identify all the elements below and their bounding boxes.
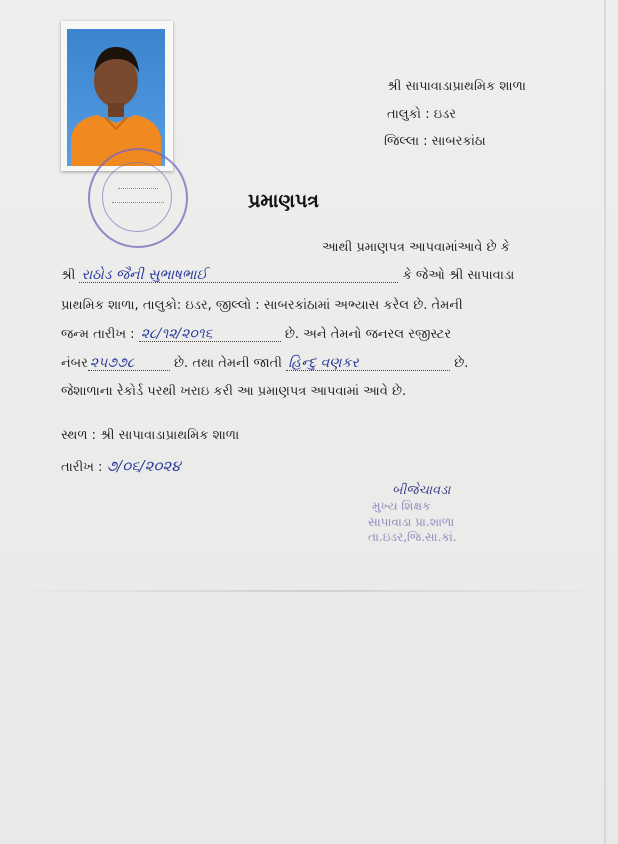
- school-seal-stamp: [88, 148, 188, 248]
- school-name-header: શ્રી સાપાવાડાપ્રાથમિક શાળા: [387, 79, 526, 94]
- honorific-label: શ્રી: [61, 268, 76, 283]
- date-label: તારીખ :: [61, 460, 103, 475]
- certificate-line-register: [61, 356, 468, 371]
- certificate-title: પ્રમાણપત્ર: [248, 190, 319, 212]
- student-name-field: રાઠોડ જૈની સુભાષભાઈ: [79, 268, 398, 283]
- certificate-closing-line: જેશાળાના રેકોર્ડ પરથી ખરાઇ કરી આ પ્રમાણપત્ર આપવામાં આવે છે.: [61, 384, 407, 399]
- birth-date-field: ૨૮/૧૨/૨૦૧૬: [139, 327, 281, 342]
- date-line: [61, 457, 181, 475]
- taluka-header: તાલુકો : ઇડર: [387, 107, 456, 122]
- name-line-suffix: કે જેઓ શ્રી સાપાવાડા: [402, 268, 515, 283]
- birthdate-line-suffix: છે. અને તેમનો જનરલ રજીસ્ટર: [284, 327, 452, 342]
- district-header: જિલ્લા : સાબરકાંઠા: [384, 134, 486, 149]
- register-line-suffix: છે.: [454, 356, 469, 371]
- paper-fold-line: [0, 590, 618, 592]
- certificate-line-school: પ્રાથમિક શાળા, તાલુકો: ઇડર, જીલ્લો : સાબરકાંઠામાં અભ્યાસ કરેલ છે. તેમની: [61, 298, 463, 313]
- signature-address: તા.ઇડર,જિ.સા.કાં.: [368, 530, 457, 544]
- student-photo-image: [67, 29, 165, 166]
- student-photo: [61, 21, 173, 171]
- caste-field: હિન્દુ વણકર: [286, 356, 450, 371]
- certificate-intro: આથી પ્રમાણપત્ર આપવામાંઆવે છે કે: [322, 240, 510, 255]
- register-label: નંબર: [61, 356, 88, 371]
- signature: બીજેચાવડા: [392, 483, 451, 498]
- date-value: ૭/૦૬/૨૦૨૪: [106, 457, 181, 475]
- place-line: સ્થળ : શ્રી સાપાવાડાપ્રાથમિક શાળા: [61, 428, 240, 443]
- paper-edge-shadow: [604, 0, 606, 844]
- birth-date-label: જન્મ તારીખ :: [61, 327, 135, 342]
- certificate-line-name: [61, 268, 514, 283]
- student-portrait-graphic: [67, 29, 165, 166]
- signature-school: સાપાવાડા પ્રા.શાળા: [368, 515, 455, 529]
- signature-role: મુખ્ય શિક્ષક: [372, 499, 431, 513]
- certificate-line-birthdate: [61, 327, 451, 342]
- caste-label: છે. તથા તેમની જાતી: [174, 356, 282, 371]
- register-number-field: ૨૫૭૭૮: [88, 356, 170, 371]
